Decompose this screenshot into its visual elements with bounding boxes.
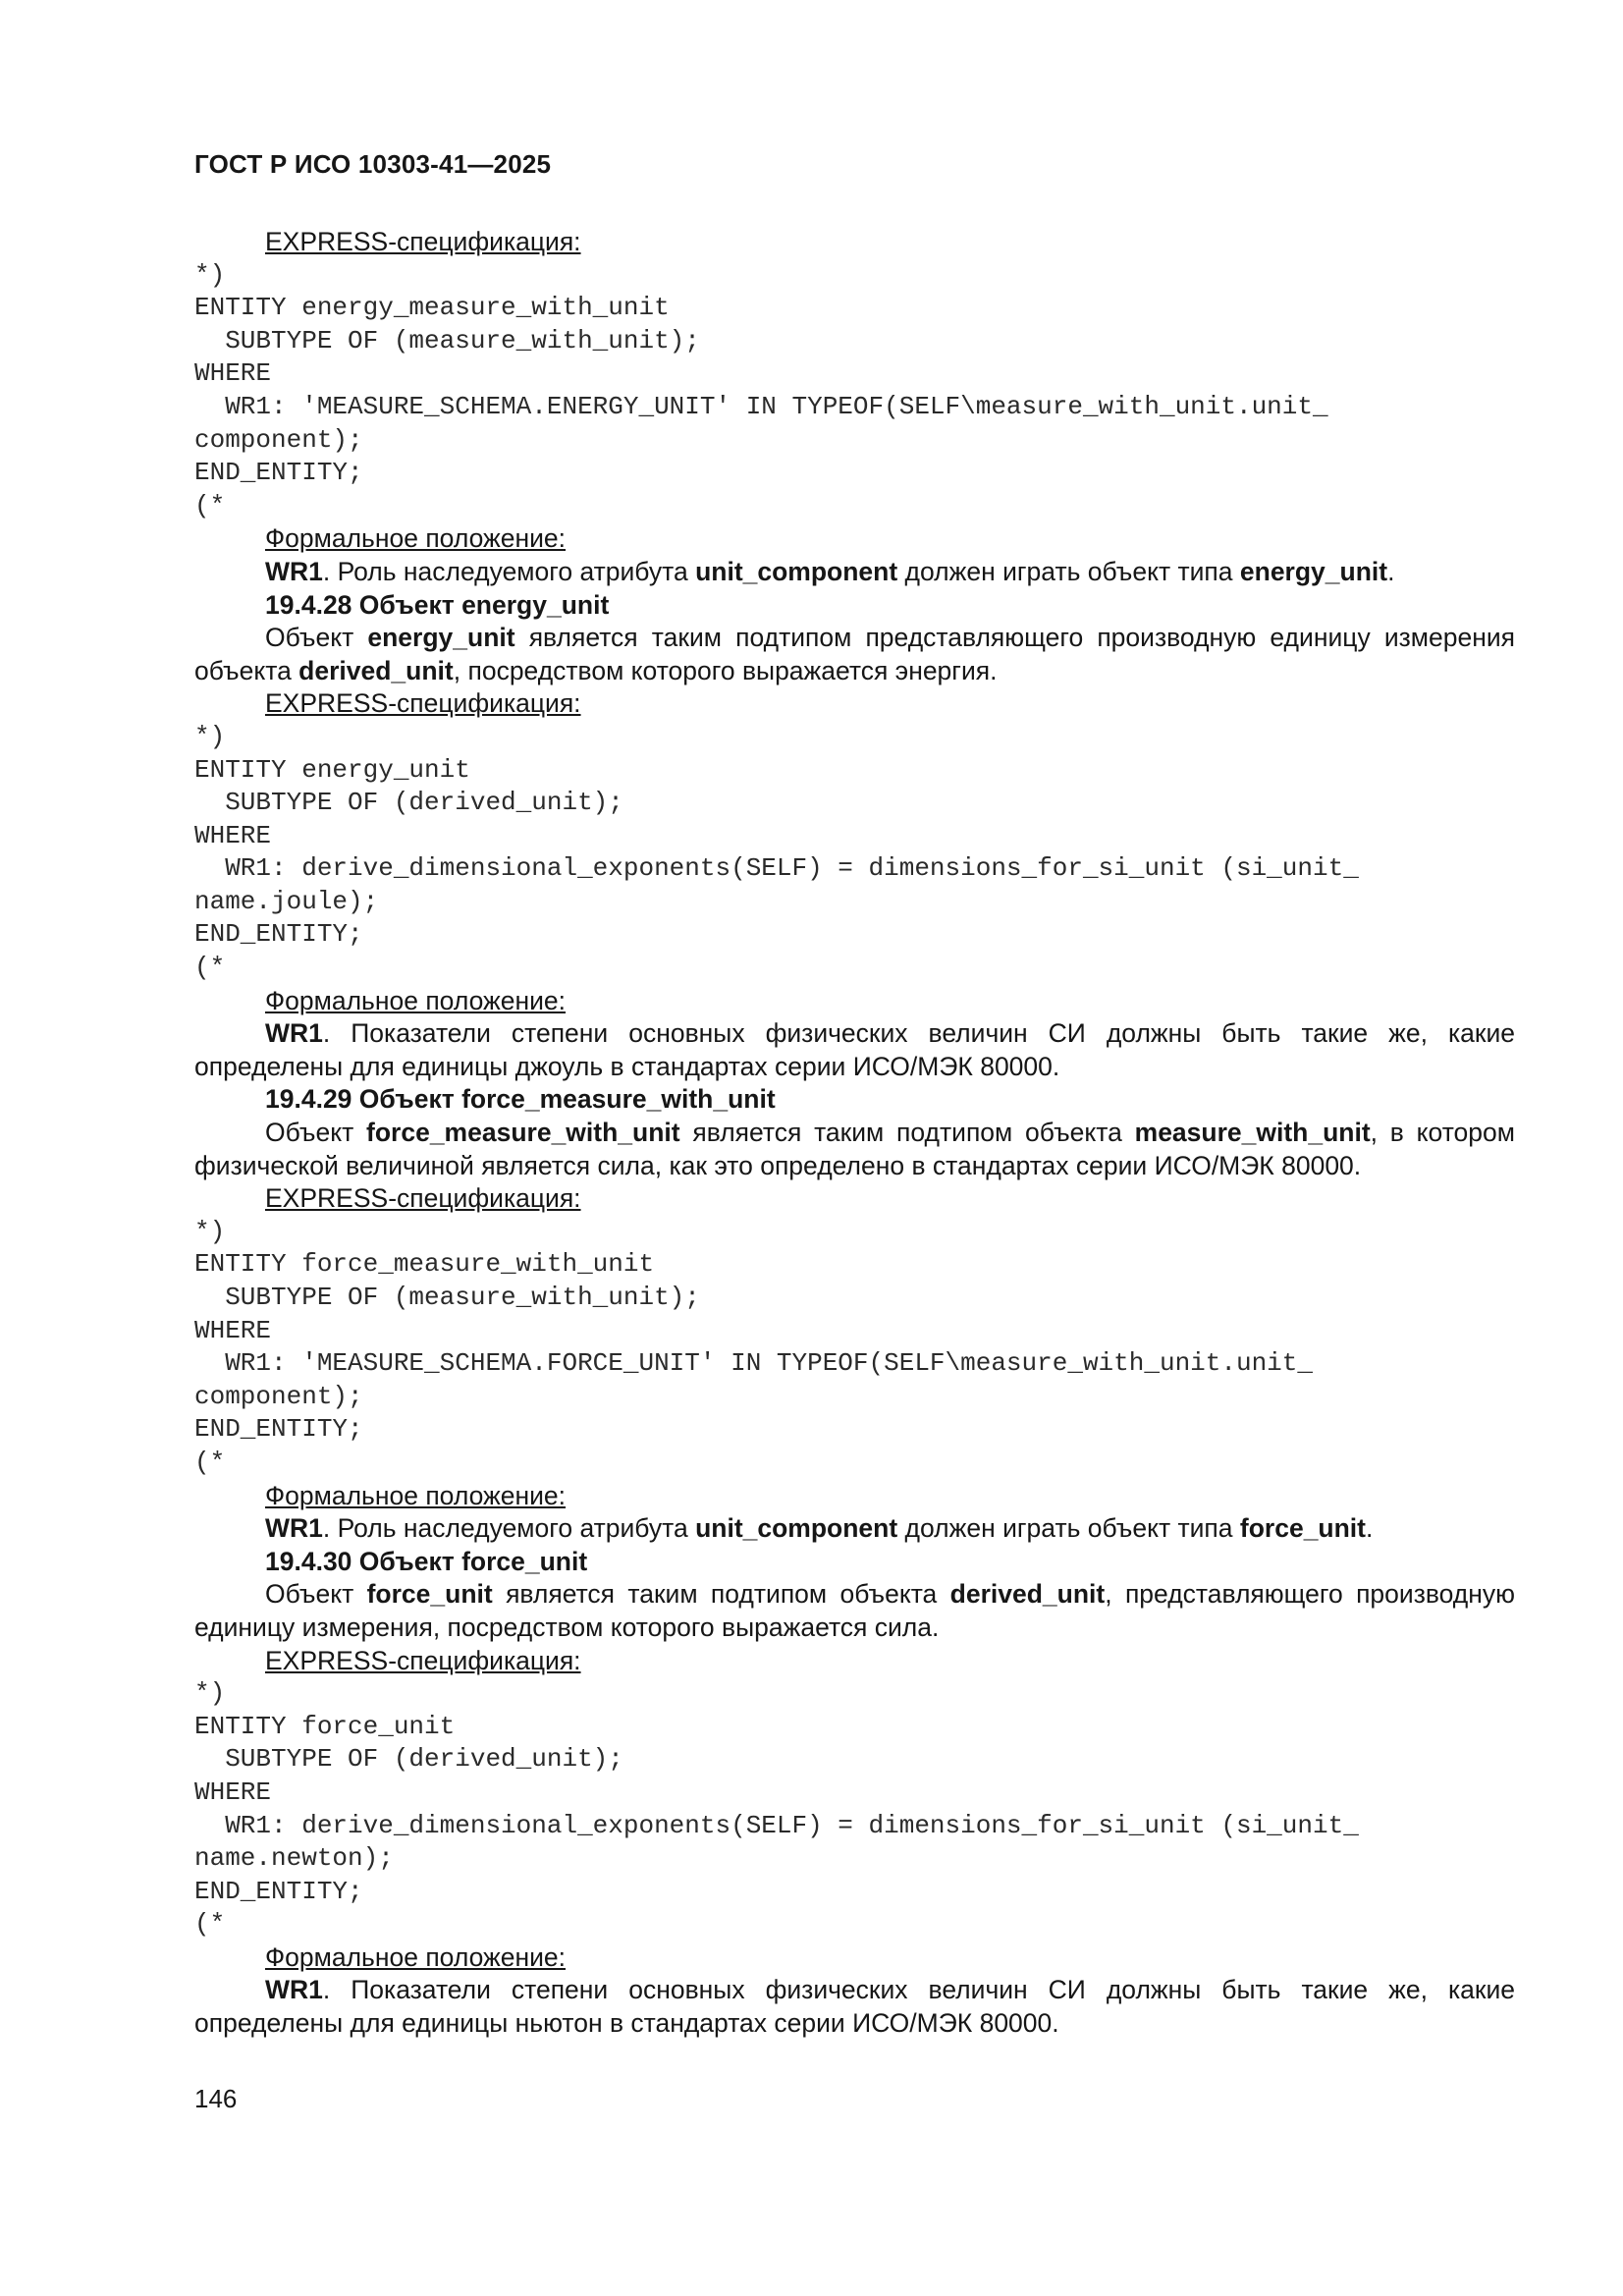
wr-label: WR1 [265, 1975, 323, 2005]
section-heading: 19.4.29 Объект force_measure_with_unit [265, 1084, 776, 1115]
term: derived_unit [298, 655, 454, 685]
text-run: должен играть объект типа [897, 1513, 1240, 1544]
express-code-block: *) ENTITY force_unit SUBTYPE OF (derived_unit); WHERE WR1: derive_dimensional_exponents(SELF) = dimensions_for_si_unit (si_unit_ name.newton); END_ENTITY; (* [194, 1678, 1359, 1940]
text-run: , посредством которого выражается энергия. [453, 655, 998, 685]
term: measure_with_unit [1134, 1118, 1371, 1148]
text-run: . [1387, 556, 1395, 586]
document-header: ГОСТ Р ИСО 10303-41—2025 [194, 149, 552, 179]
text-run: , представляющего производную единицу измерения, посредством которого выражается сила. [194, 1579, 1516, 1642]
formal-clause-label: Формальное положение: [265, 523, 567, 554]
text-run: является таким подтипом представляющего производную единицу измерения объекта [194, 623, 1515, 685]
term: energy_unit [1239, 556, 1388, 586]
formal-clause-text [194, 1017, 1515, 1083]
express-spec-label: EXPRESS-спецификация: [265, 1183, 581, 1214]
term: force_unit [366, 1579, 493, 1610]
text-run: . Роль наследуемого атрибута [322, 1513, 696, 1544]
formal-clause-text [194, 1974, 1515, 2040]
express-spec-label: EXPRESS-спецификация: [265, 688, 581, 719]
document-body [194, 226, 1515, 2041]
text-run: Объект [265, 1579, 367, 1610]
wr-label: WR1 [265, 1018, 323, 1049]
text-run: . Показатели степени основных физических величин СИ должны быть такие же, какие определены для единицы джоуль в стандартах серии ИСО/МЭК 80000. [194, 1018, 1515, 1081]
term: force_unit [1239, 1513, 1366, 1544]
section-heading: 19.4.30 Объект force_unit [265, 1546, 588, 1576]
text-run: . Показатели степени основных физических величин СИ должны быть такие же, какие определены для единицы ньютон в стандартах серии ИСО/МЭК 80000. [194, 1975, 1515, 2039]
term: energy_unit [367, 623, 515, 653]
text-run: Объект [265, 623, 368, 653]
term: derived_unit [949, 1579, 1106, 1610]
formal-clause-label: Формальное положение: [265, 1480, 567, 1510]
text-run: , в котором физической величиной является сила, как это определено в стандартах серии ИСО/МЭК 80000. [194, 1118, 1515, 1180]
formal-clause-label: Формальное положение: [265, 985, 567, 1015]
formal-clause-text [194, 1512, 1515, 1546]
express-spec-label: EXPRESS-спецификация: [265, 1645, 581, 1675]
section-paragraph [194, 622, 1515, 687]
text-run: Объект [265, 1118, 367, 1148]
text-run: должен играть объект типа [897, 556, 1240, 586]
formal-clause-text [194, 556, 1515, 589]
section-paragraph [194, 1117, 1515, 1182]
express-code-block: *) ENTITY energy_unit SUBTYPE OF (derived_unit); WHERE WR1: derive_dimensional_exponents(SELF) = dimensions_for_si_unit (si_unit_ name.joule); END_ENTITY; (* [194, 721, 1359, 983]
text-run: является таким подтипом объекта [492, 1579, 950, 1610]
section-heading: 19.4.28 Объект energy_unit [265, 589, 610, 620]
text-run: является таким подтипом объекта [679, 1118, 1135, 1148]
wr-label: WR1 [265, 1513, 323, 1544]
page-number: 146 [194, 2084, 238, 2113]
express-code-block: *) ENTITY force_measure_with_unit SUBTYPE OF (measure_with_unit); WHERE WR1: 'MEASURE_SCHEMA.FORCE_UNIT' IN TYPEOF(SELF\measure_with_unit.unit_ component); END_ENTITY; (* [194, 1216, 1313, 1477]
express-code-block: *) ENTITY energy_measure_with_unit SUBTYPE OF (measure_with_unit); WHERE WR1: 'MEASURE_SCHEMA.ENERGY_UNIT' IN TYPEOF(SELF\measure_with_unit.unit_ component); END_ENTITY; (* [194, 259, 1328, 520]
express-spec-label: EXPRESS-спецификация: [265, 227, 581, 256]
wr-label: WR1 [265, 556, 323, 586]
term: force_measure_with_unit [366, 1118, 680, 1148]
formal-clause-label: Формальное положение: [265, 1941, 567, 1972]
text-run: . [1366, 1513, 1374, 1544]
term: unit_component [695, 1513, 898, 1544]
section-paragraph [194, 1578, 1515, 1644]
text-run: . Роль наследуемого атрибута [322, 556, 696, 586]
term: unit_component [695, 556, 898, 586]
